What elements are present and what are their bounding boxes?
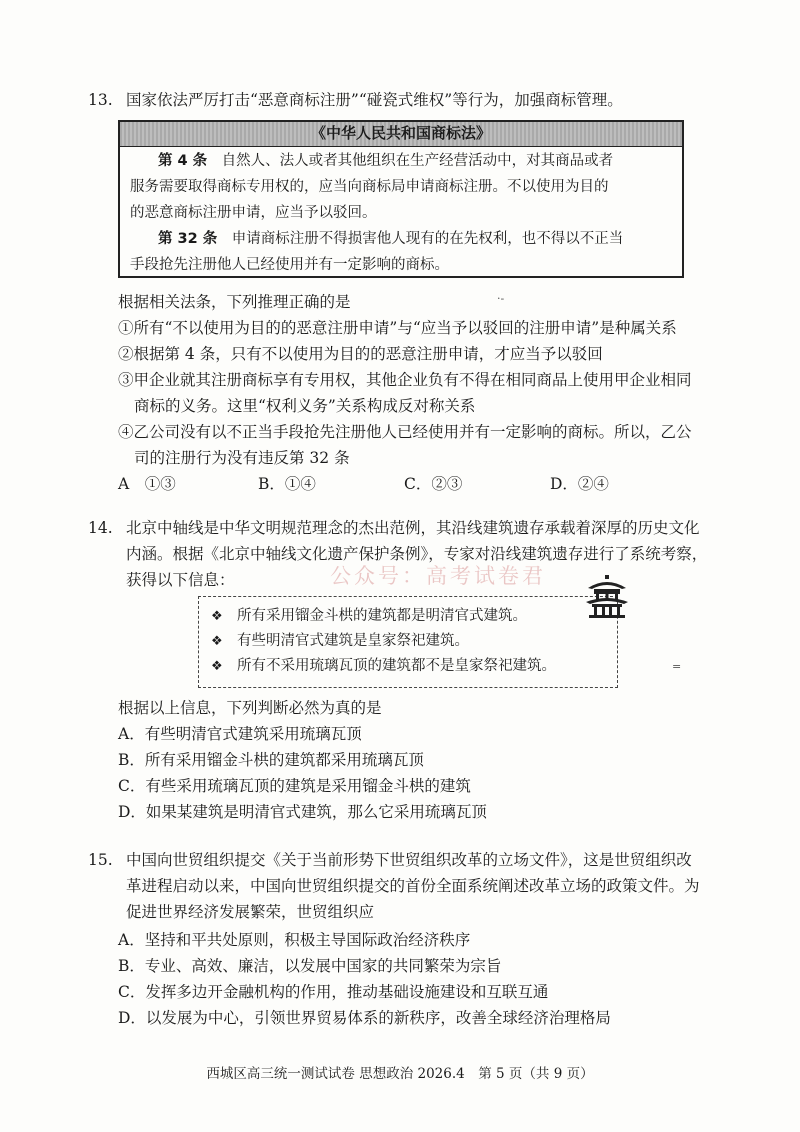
q14-option-b: B．所有采用镏金斗栱的建筑都采用琉璃瓦顶 xyxy=(118,751,424,769)
law-line-1 xyxy=(130,148,672,174)
q14-stem-line-1 xyxy=(88,516,700,540)
law-title: 《中华人民共和国商标法》 xyxy=(120,122,682,147)
q14-option-c: C．有些采用琉璃瓦顶的建筑是采用镏金斗栱的建筑 xyxy=(118,777,471,795)
law-line-text: 申请商标注册不得损害他人现有的在先权利，也不得以不正当 xyxy=(217,231,624,247)
info-item-2 xyxy=(211,630,469,653)
q15-option-c: C．发挥多边开金融机构的作用，推动基础设施建设和互联互通 xyxy=(118,983,549,1001)
diamond-bullet-icon: ❖ xyxy=(211,609,223,624)
q15-option-a: A．坚持和平共处原则，积极主导国际政治经济秩序 xyxy=(118,931,471,949)
q15-stem-line-3: 促进世界经济发展繁荣，世贸组织应 xyxy=(126,903,375,921)
info-text: 所有不采用琉璃瓦顶的建筑都不是皇家祭祀建筑。 xyxy=(237,658,556,674)
info-text: 所有采用镏金斗栱的建筑都是明清官式建筑。 xyxy=(237,608,527,624)
q15-stem-line-1 xyxy=(88,848,692,872)
q15-stem-line-2: 革进程启动以来，中国向世贸组织提交的首份全面系统阐述改革立场的政策文件。为 xyxy=(126,877,700,895)
q15-option-d: D．以发展为中心，引领世界贸易体系的新秩序，改善全球经济治理格局 xyxy=(118,1009,611,1027)
info-box xyxy=(198,596,618,688)
q14-stem-line-2: 内涵。根据《北京中轴线文化遗产保护条例》，专家对沿线建筑遗存进行了系统考察， xyxy=(126,545,708,563)
q13-item-4: ④乙公司没有以不正当手段抢先注册他人已经使用并有一定影响的商标。所以，乙公 xyxy=(118,423,692,441)
scan-speck: ·‐ xyxy=(497,292,505,305)
law-line-5: 手段抢先注册他人已经使用并有一定影响的商标。 xyxy=(130,257,449,273)
q13-number: 13. xyxy=(88,91,113,109)
law-article-label: 第 32 条 xyxy=(158,231,218,247)
info-item-3 xyxy=(211,655,556,678)
law-line-4 xyxy=(130,226,672,252)
diamond-bullet-icon: ❖ xyxy=(211,634,223,649)
q14-number: 14. xyxy=(88,519,113,537)
info-item-1 xyxy=(211,605,527,628)
pavilion-icon xyxy=(584,574,630,620)
q15-number: 15. xyxy=(88,851,113,869)
q13-stem xyxy=(88,88,623,112)
q13-prompt: 根据相关法条，下列推理正确的是 xyxy=(118,293,351,311)
scan-speck: = xyxy=(672,660,682,673)
page-footer: 西城区高三统一测试试卷 思想政治 2026.4 第 5 页（共 9 页） xyxy=(206,1066,594,1082)
law-line-2: 服务需要取得商标专用权的，应当向商标局申请商标注册。不以使用为目的 xyxy=(130,179,609,195)
law-article-label: 第 4 条 xyxy=(158,153,208,169)
q14-prompt: 根据以上信息，下列判断必然为真的是 xyxy=(118,699,382,717)
q13-option-d: D．②④ xyxy=(550,475,609,493)
q13-item-3-cont: 商标的义务。这里“权利义务”关系构成反对称关系 xyxy=(134,397,476,415)
q13-item-3: ③甲企业就其注册商标享有专用权，其他企业负有不得在相同商品上使用甲企业相同 xyxy=(118,371,692,389)
info-text: 有些明清官式建筑是皇家祭祀建筑。 xyxy=(237,633,469,649)
q14-option-d: D．如果某建筑是明清官式建筑，那么它采用琉璃瓦顶 xyxy=(118,803,487,821)
q13-stem-text: 国家依法严厉打击“恶意商标注册”“碰瓷式维权”等行为，加强商标管理。 xyxy=(126,91,623,109)
diamond-bullet-icon: ❖ xyxy=(211,659,223,674)
law-line-text: 自然人、法人或者其他组织在生产经营活动中，对其商品或者 xyxy=(207,153,614,169)
law-line-3: 的恶意商标注册申请，应当予以驳回。 xyxy=(130,205,377,221)
watermark: 公众号：高考试卷君 xyxy=(330,564,546,588)
q13-option-a: A ①③ xyxy=(118,475,176,493)
q14-option-a: A．有些明清官式建筑采用琉璃瓦顶 xyxy=(118,725,362,743)
q13-option-b: B．①④ xyxy=(258,475,316,493)
q13-item-4-cont: 司的注册行为没有违反第 32 条 xyxy=(134,449,350,467)
q13-options xyxy=(118,472,678,496)
q13-option-c: C．②③ xyxy=(404,475,463,493)
q13-item-1: ①所有“不以使用为目的的恶意注册申请”与“应当予以驳回的注册申请”是种属关系 xyxy=(118,319,677,337)
law-excerpt-box xyxy=(118,120,684,278)
q14-stem-line-3: 获得以下信息： xyxy=(126,571,235,589)
q13-item-2: ②根据第 4 条，只有不以使用为目的的恶意注册申请，才应当予以驳回 xyxy=(118,345,603,363)
q15-option-b: B．专业、高效、廉洁，以发展中国家的共同繁荣为宗旨 xyxy=(118,957,502,975)
q14-stem-text: 北京中轴线是中华文明规范理念的杰出范例，其沿线建筑遗存承载着深厚的历史文化 xyxy=(126,519,700,537)
q15-stem-text: 中国向世贸组织提交《关于当前形势下世贸组织改革的立场文件》，这是世贸组织改 xyxy=(126,851,692,869)
